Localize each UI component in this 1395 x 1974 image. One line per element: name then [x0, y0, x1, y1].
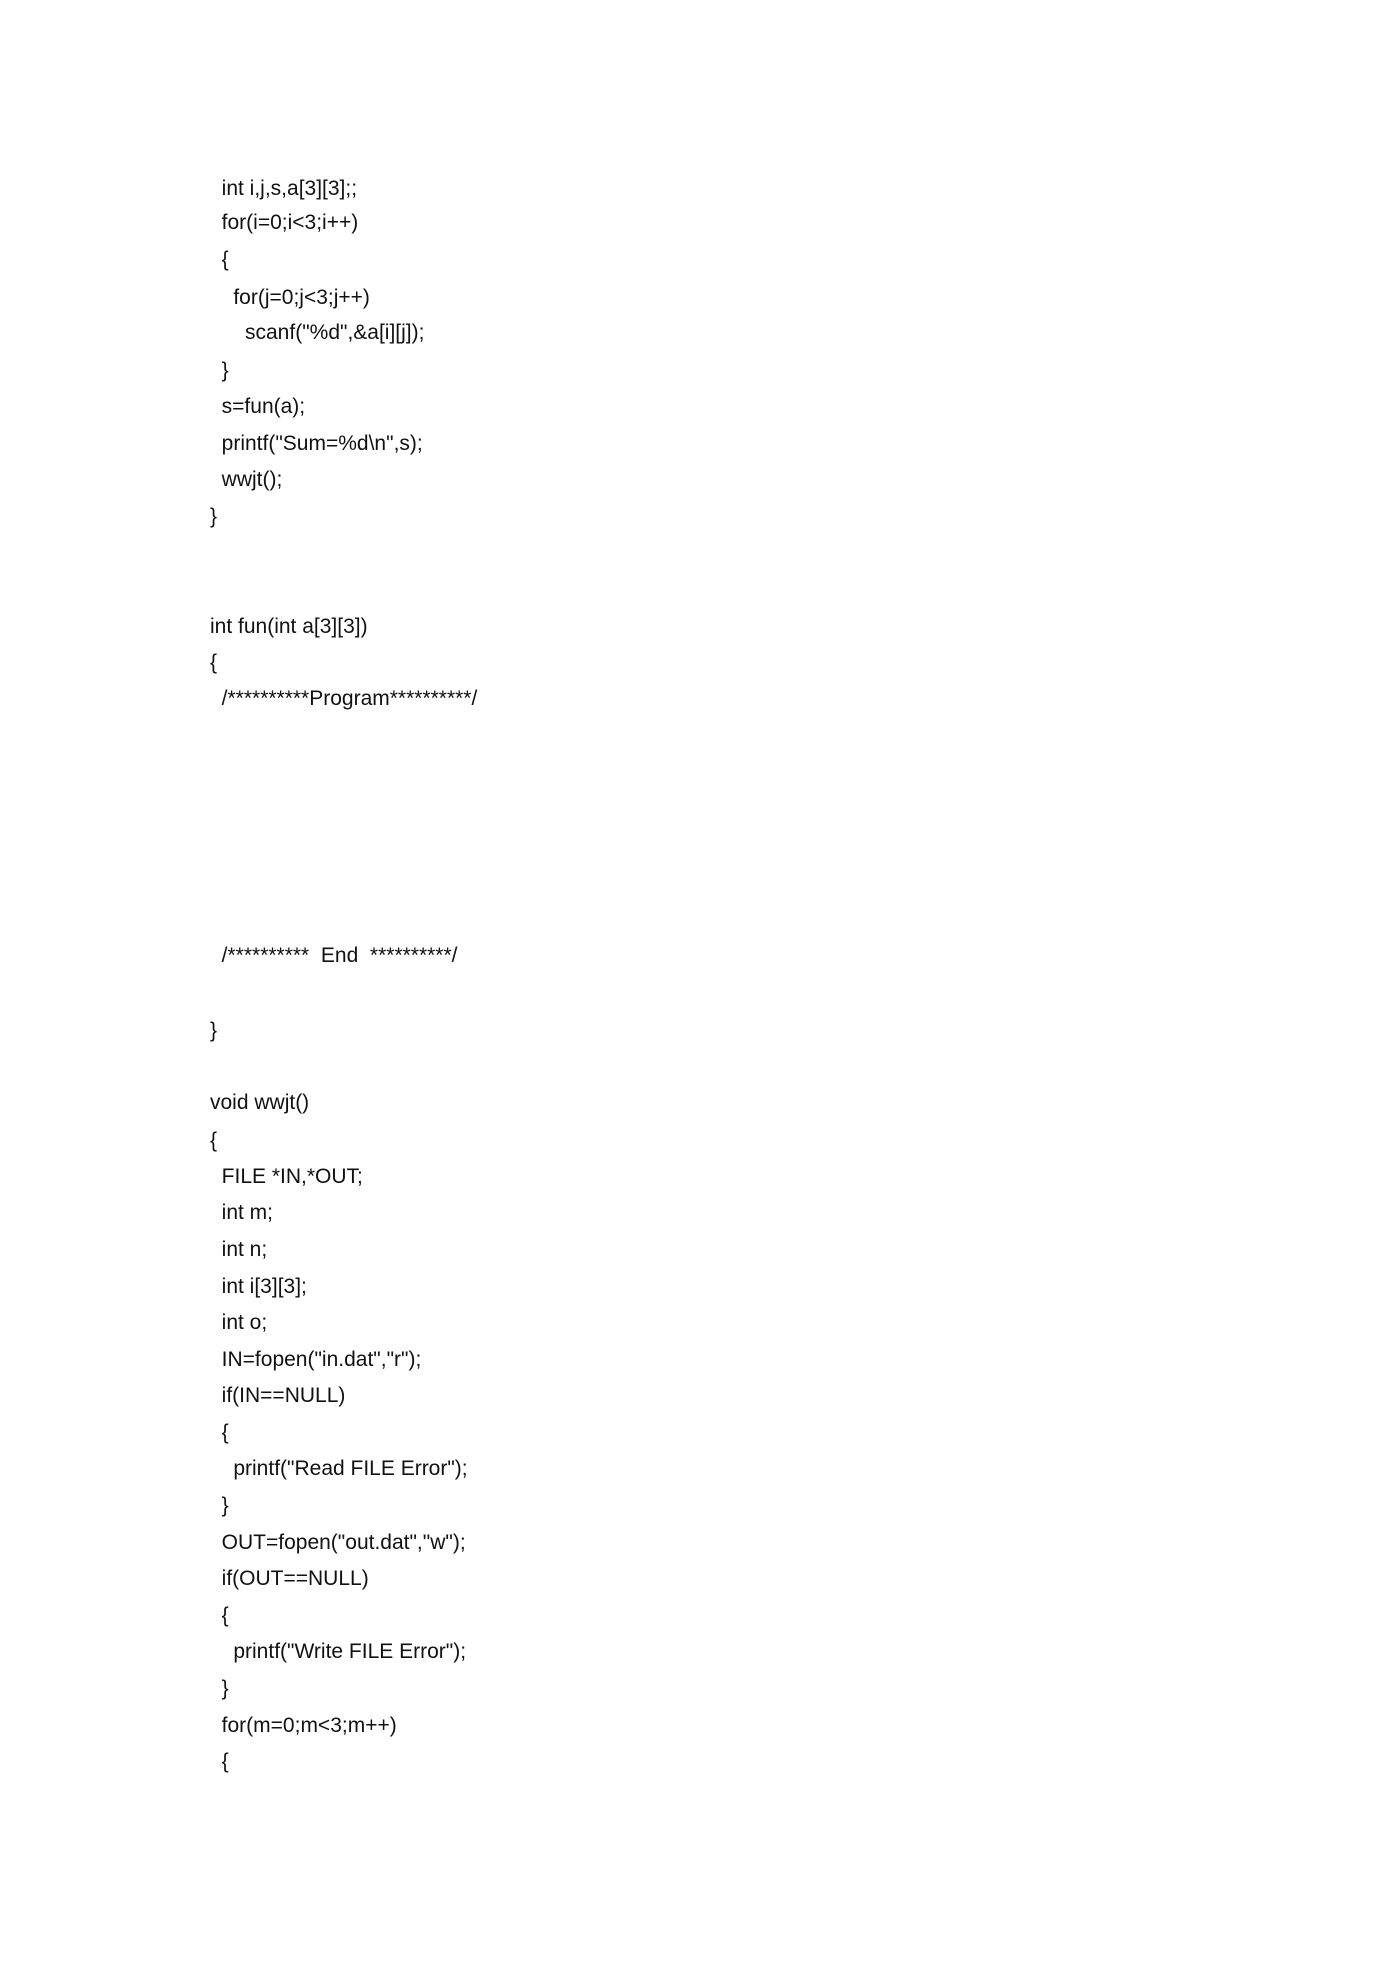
code-line: for(m=0;m<3;m++): [210, 1714, 397, 1737]
code-line: int i[3][3];: [210, 1275, 307, 1298]
code-line: {: [210, 1129, 218, 1152]
code-line: printf("Read FILE Error");: [210, 1457, 468, 1480]
code-line: int n;: [210, 1238, 268, 1261]
code-line: s=fun(a);: [210, 395, 306, 418]
code-line: int fun(int a[3][3]): [210, 615, 368, 638]
code-line: int o;: [210, 1311, 268, 1334]
code-line: {: [210, 1750, 229, 1773]
code-line: {: [210, 1421, 229, 1444]
code-line: OUT=fopen("out.dat","w");: [210, 1531, 466, 1554]
code-line: int i,j,s,a[3][3];;: [210, 177, 358, 200]
code-line: {: [210, 1604, 229, 1627]
code-line: scanf("%d",&a[i][j]);: [210, 321, 425, 344]
code-line: for(j=0;j<3;j++): [210, 286, 370, 309]
code-line: /**********Program**********/: [210, 687, 478, 710]
code-line: printf("Sum=%d\n",s);: [210, 432, 423, 455]
code-line: int m;: [210, 1201, 274, 1224]
code-line: FILE *IN,*OUT;: [210, 1165, 363, 1188]
code-line: if(IN==NULL): [210, 1384, 346, 1407]
code-line: IN=fopen("in.dat","r");: [210, 1348, 422, 1371]
code-line: void wwjt(): [210, 1091, 310, 1114]
code-line: }: [210, 505, 218, 528]
code-line: for(i=0;i<3;i++): [210, 211, 359, 234]
code-line: {: [210, 248, 229, 271]
code-line: }: [210, 1019, 218, 1042]
code-line: }: [210, 359, 229, 382]
code-line: if(OUT==NULL): [210, 1567, 369, 1590]
code-line: wwjt();: [210, 468, 283, 491]
code-line: printf("Write FILE Error");: [210, 1640, 467, 1663]
code-line: /********** End **********/: [210, 944, 458, 967]
code-line: {: [210, 651, 218, 674]
code-line: }: [210, 1677, 229, 1700]
code-line: }: [210, 1494, 229, 1517]
